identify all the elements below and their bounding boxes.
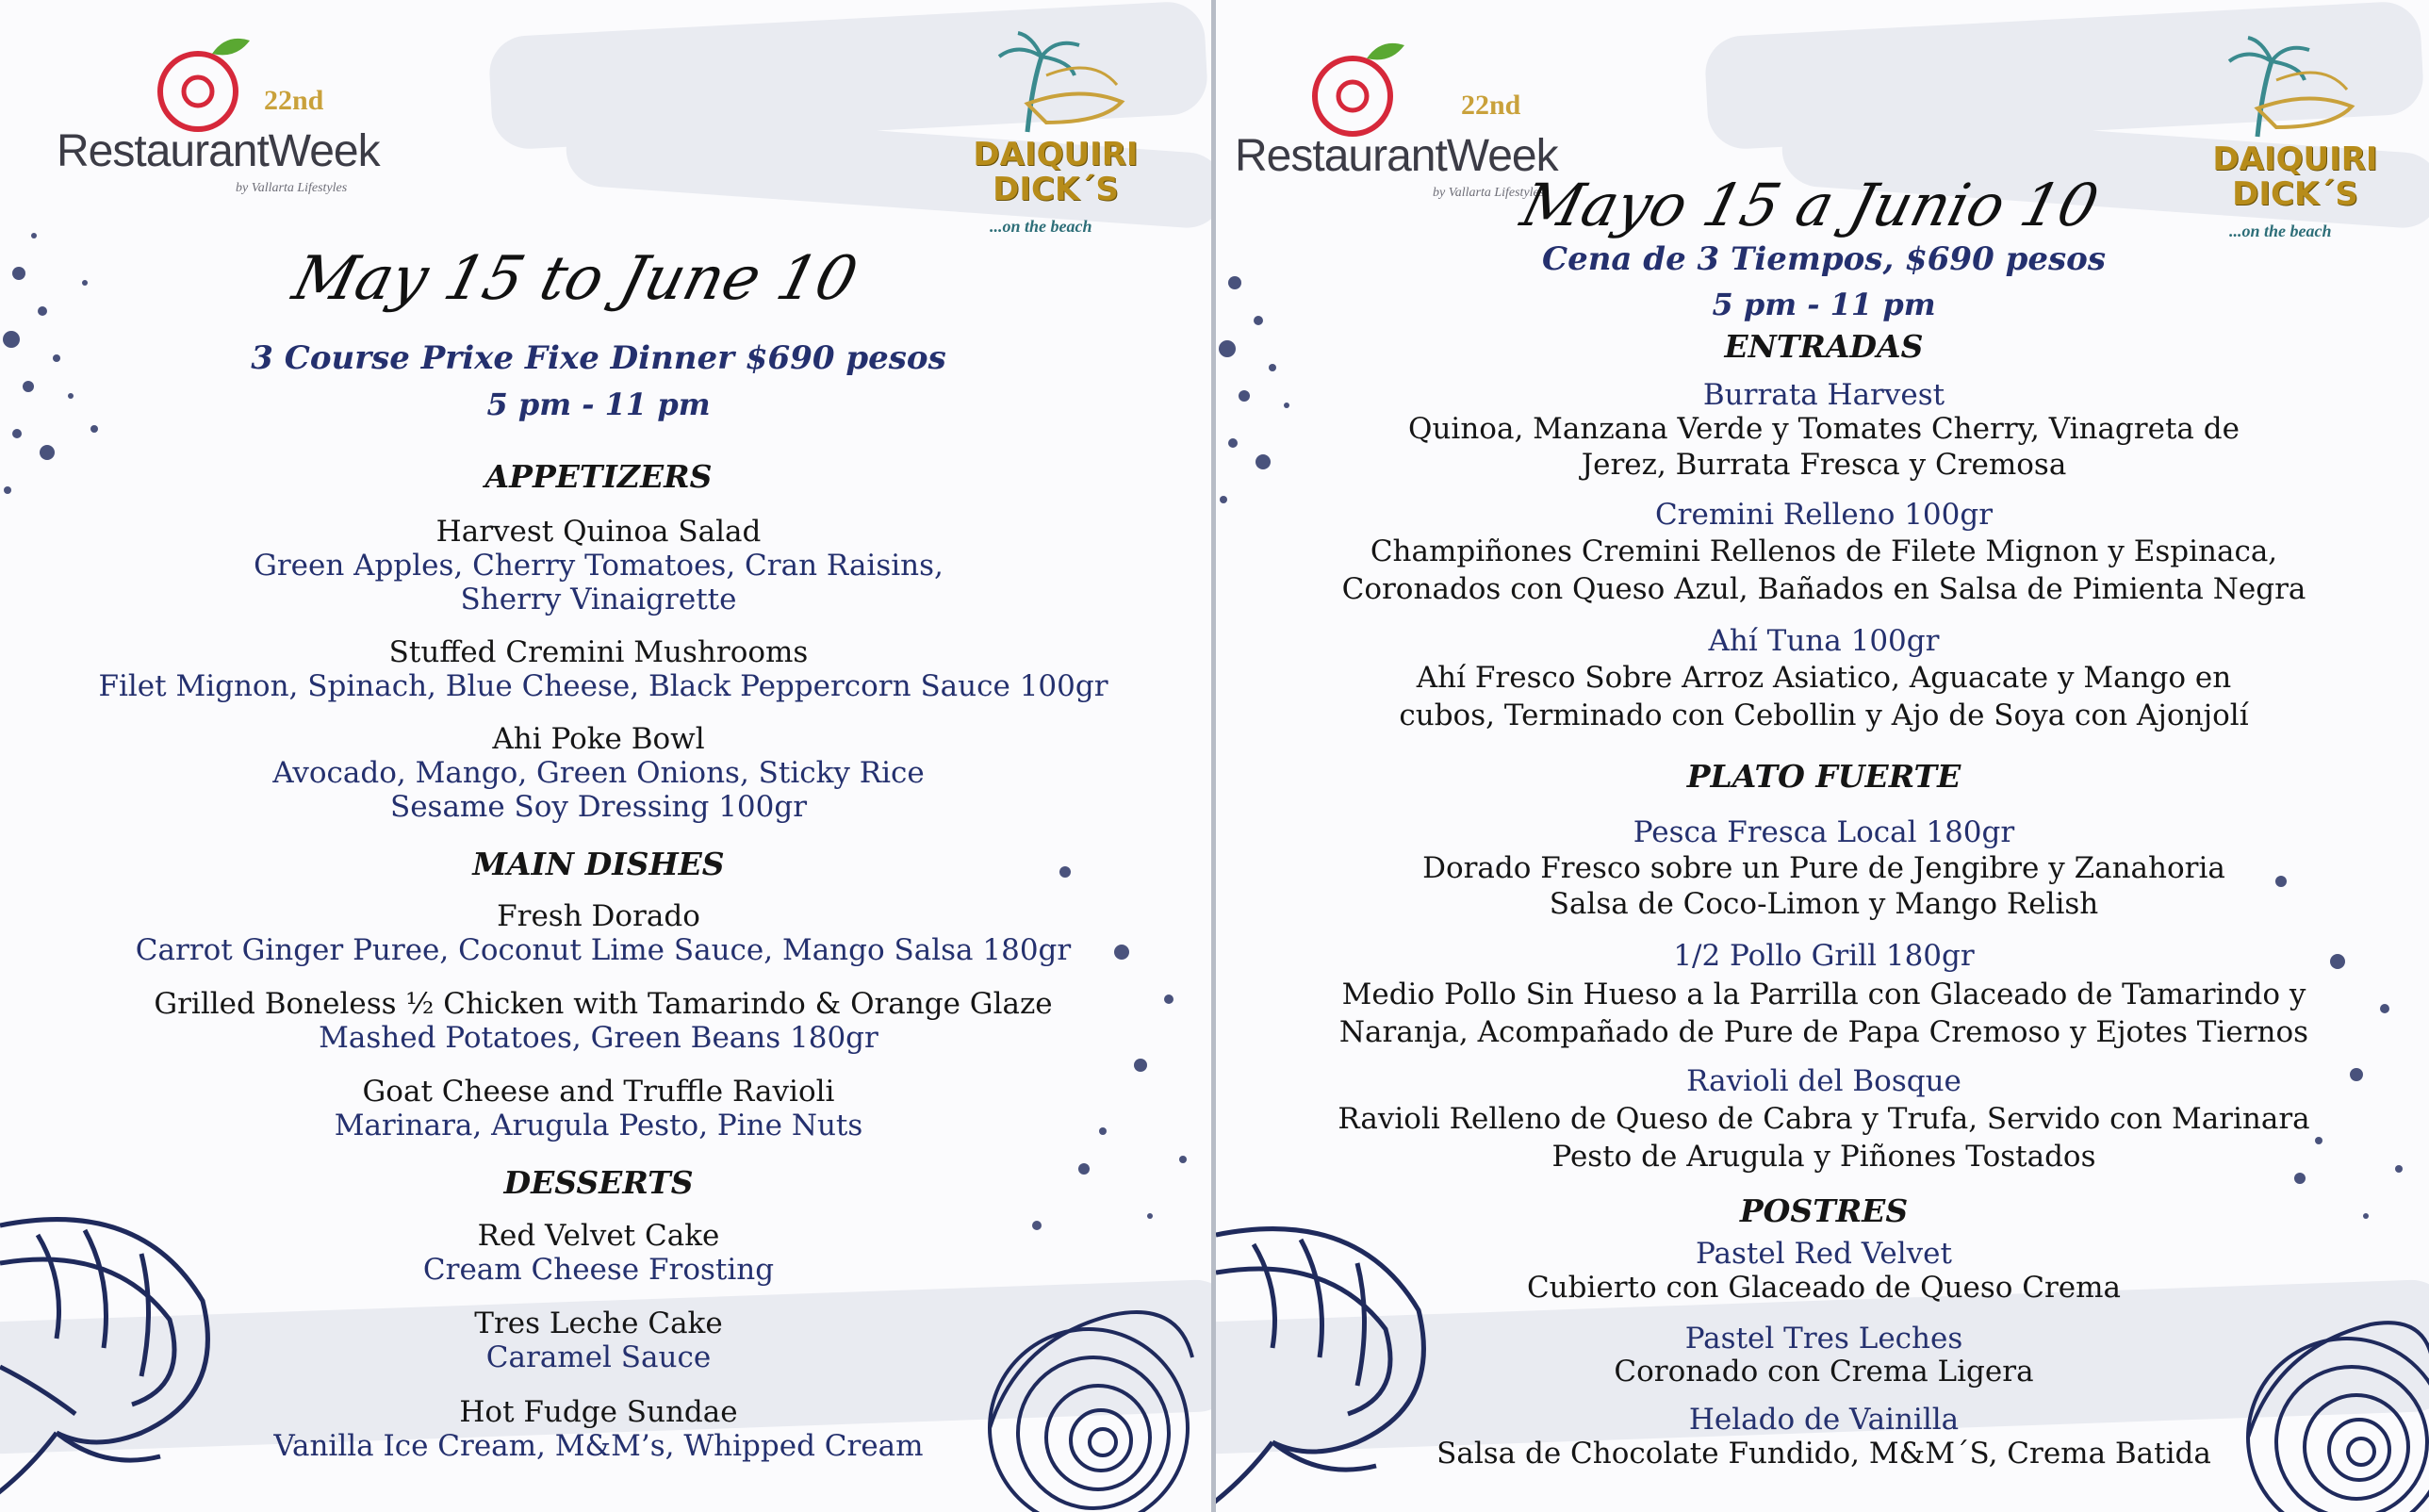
event-byline: by Vallarta Lifestyles	[1433, 186, 1545, 200]
dish-name: Red Velvet Cake	[477, 1219, 720, 1253]
dish-description: Vanilla Ice Cream, M&M’s, Whipped Cream	[273, 1429, 924, 1463]
event-byline: by Vallarta Lifestyles	[236, 181, 348, 195]
palm-boat-icon	[990, 28, 1131, 141]
dish-description: Coronados con Queso Azul, Bañados en Salsa de Pimienta Negra	[1341, 572, 2306, 606]
english-menu-panel	[0, 0, 1211, 1512]
dish-description: Cubierto con Glaceado de Queso Crema	[1526, 1271, 2122, 1305]
dish-description: Salsa de Coco-Limon y Mango Relish	[1549, 887, 2099, 921]
apple-icon	[1301, 38, 1423, 141]
section-title-entradas: ENTRADAS	[1724, 328, 1924, 365]
dish-name: Ahí Tuna 100gr	[1708, 624, 1940, 658]
dish-name: Pastel Tres Leches	[1684, 1322, 1963, 1356]
apple-icon	[146, 33, 269, 137]
dish-description: Naranja, Acompañado de Pure de Papa Cremoso y Ejotes Tiernos	[1338, 1015, 2309, 1049]
dish-description: Champiñones Cremini Rellenos de Filete Mignon y Espinaca,	[1370, 534, 2278, 568]
dish-name: Grilled Boneless ½ Chicken with Tamarindo & Orange Glaze	[154, 987, 1053, 1021]
dish-name: Goat Cheese and Truffle Ravioli	[362, 1075, 835, 1109]
dish-name: Pesca Fresca Local 180gr	[1633, 815, 2015, 849]
event-name: RestaurantWeek	[57, 126, 380, 176]
section-title-appetizers: APPETIZERS	[484, 458, 713, 495]
restaurant-name-line1: DAIQUIRI	[973, 136, 1139, 173]
section-title-postres: POSTRES	[1739, 1192, 1909, 1229]
restaurant-name-line2: DICK´S	[2232, 175, 2358, 213]
date-range: Mayo 15 a Junio 10	[1514, 171, 2106, 239]
palm-boat-icon	[2220, 33, 2361, 146]
section-title-plato-fuerte: PLATO FUERTE	[1686, 758, 1961, 795]
dish-name: Helado de Vainilla	[1688, 1403, 1960, 1437]
prix-fixe-offer: 3 Course Prixe Fixe Dinner $690 pesos	[251, 339, 946, 377]
restaurant-name-line1: DAIQUIRI	[2212, 140, 2378, 178]
dish-description: Filet Mignon, Spinach, Blue Cheese, Black Peppercorn Sauce 100gr	[98, 669, 1108, 703]
section-title-main-dishes: MAIN DISHES	[472, 846, 725, 882]
daiquiri-dicks-logo	[961, 28, 1159, 255]
restaurant-tagline: ...on the beach	[2229, 222, 2332, 240]
dish-description: Salsa de Chocolate Fundido, M&M´S, Crema Batida	[1436, 1437, 2211, 1471]
service-hours: 5 pm - 11 pm	[486, 386, 711, 422]
dish-description: Jerez, Burrata Fresca y Cremosa	[1581, 448, 2067, 482]
dish-description: Ahí Fresco Sobre Arroz Asiatico, Aguacate y Mango en	[1416, 661, 2232, 695]
prix-fixe-offer: Cena de 3 Tiempos, $690 pesos	[1542, 240, 2106, 278]
event-name: RestaurantWeek	[1235, 131, 1558, 181]
dish-name: Fresh Dorado	[497, 899, 700, 933]
section-title-desserts: DESSERTS	[503, 1164, 694, 1201]
restaurant-tagline: ...on the beach	[990, 217, 1092, 236]
dish-name: Stuffed Cremini Mushrooms	[388, 635, 809, 669]
dish-name: 1/2 Pollo Grill 180gr	[1673, 939, 1975, 973]
dish-description: Sherry Vinaigrette	[460, 583, 737, 616]
restaurant-week-logo	[57, 33, 396, 203]
dish-name: Harvest Quinoa Salad	[435, 515, 762, 549]
service-hours: 5 pm - 11 pm	[1712, 287, 1936, 322]
dish-name: Burrata Harvest	[1702, 378, 1945, 412]
dish-description: Carrot Ginger Puree, Coconut Lime Sauce, Mango Salsa 180gr	[135, 933, 1072, 967]
edition-label: 22nd	[1461, 90, 1521, 121]
dish-description: cubos, Terminado con Cebollin y Ajo de Soya con Ajonjolí	[1399, 698, 2249, 732]
dish-description: Mashed Potatoes, Green Beans 180gr	[319, 1021, 878, 1055]
dish-name: Ravioli del Bosque	[1686, 1064, 1961, 1098]
edition-label: 22nd	[264, 85, 324, 116]
dish-name: Cremini Relleno 100gr	[1654, 498, 1994, 532]
dish-description: Marinara, Arugula Pesto, Pine Nuts	[334, 1109, 863, 1142]
date-range: May 15 to June 10	[286, 244, 864, 314]
dish-name: Tres Leche Cake	[474, 1307, 723, 1340]
dish-description: Avocado, Mango, Green Onions, Sticky Rice	[272, 756, 925, 790]
dish-description: Coronado con Crema Ligera	[1614, 1355, 2034, 1389]
dish-description: Caramel Sauce	[485, 1340, 712, 1374]
dish-description: Pesto de Arugula y Piñones Tostados	[1551, 1140, 2096, 1174]
dish-description: Cream Cheese Frosting	[422, 1253, 775, 1287]
restaurant-name-line2: DICK´S	[993, 171, 1119, 208]
dish-name: Ahi Poke Bowl	[492, 722, 705, 756]
dish-description: Quinoa, Manzana Verde y Tomates Cherry, Vinagreta de	[1408, 412, 2240, 446]
dish-description: Dorado Fresco sobre un Pure de Jengibre y Zanahoria	[1422, 851, 2225, 885]
dish-description: Sesame Soy Dressing 100gr	[389, 790, 808, 824]
spanish-menu-panel	[1216, 0, 2429, 1512]
daiquiri-dicks-logo	[2201, 33, 2399, 259]
dish-name: Hot Fudge Sundae	[459, 1395, 738, 1429]
dish-name: Pastel Red Velvet	[1696, 1237, 1952, 1271]
dish-description: Green Apples, Cherry Tomatoes, Cran Raisins,	[254, 549, 944, 583]
dish-description: Medio Pollo Sin Hueso a la Parrilla con Glaceado de Tamarindo y	[1341, 978, 2306, 1011]
dish-description: Ravioli Relleno de Queso de Cabra y Trufa, Servido con Marinara	[1338, 1102, 2310, 1136]
